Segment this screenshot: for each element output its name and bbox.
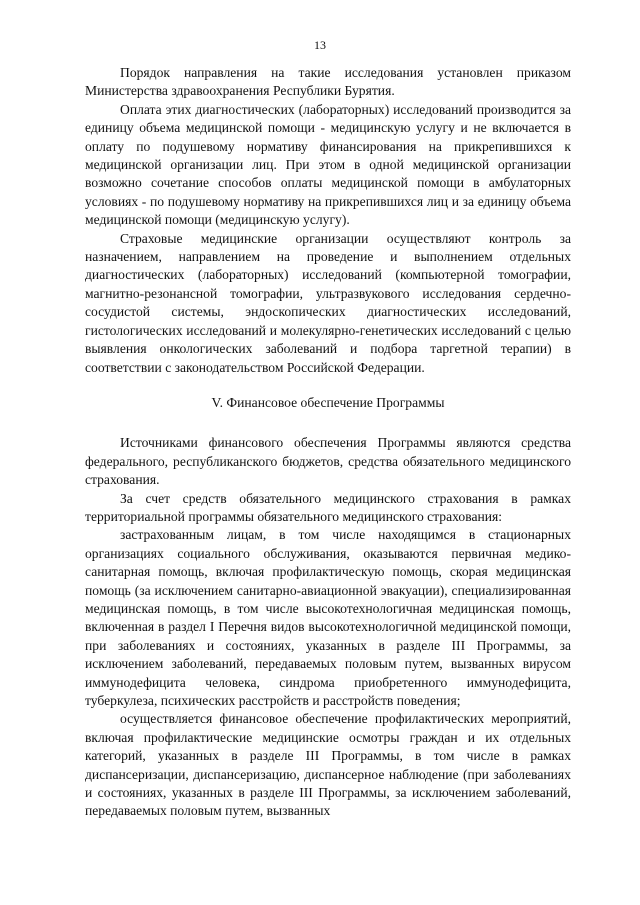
paragraph-preventive-measures: осуществляется финансовое обеспечение профилактических мероприятий, включая профилактические медицинские осмотры граждан и их отдельных категорий, указанных в разделе III Программы, в том числе в рамках диспансеризации, диспансеризацию, диспансерное наблюдение (при заболеваниях и состояниях, указанных в разделе III Программы, за исключением заболеваний, передаваемых половым путем, вызванных [85,711,571,819]
paragraph-insurance-control: Страховые медицинские организации осуществляют контроль за назначением, направлением на проведение и выполнением отдельных диагностических (лабораторных) исследований (компьютерной томографии, магнитно-резонансной томографии, ультразвукового исследования сердечно-сосудистой системы, эндоскопических диагностических исследований, гистологических исследований и молекулярно-генетических исследований с целью выявления онкологических заболеваний и подбора таргетной терапии) в соответствии с законодательством Российской Федерации. [85,230,571,375]
paragraph-oms-funds: За счет средств обязательного медицинского страхования в рамках территориальной программы обязательного медицинского страхования: [85,490,571,524]
page-number: 13 [314,38,326,52]
paragraph-insured-persons: застрахованным лицам, в том числе находящимся в стационарных организациях социального обслуживания, оказываются первичная медико-санитарная помощь, включая профилактическую помощь, скорая медицинская помощь (за исключением санитарно-авиационной эвакуации), специализированная медицинская помощь, в том числе высокотехнологичная медицинская помощь, включенная в раздел I Перечня видов высокотехнологичной медицинской помощи, при заболеваниях и состояниях, указанных в разделе III Программы, за исключением заболеваний, передаваемых половым путем, вызванных вирусом иммунодефицита человека, синдрома приобретенного иммунодефицита, туберкулеза, психических расстройств и расстройств поведения; [85,527,571,708]
section-heading: V. Финансовое обеспечение Программы [211,394,445,410]
paragraph-funding-sources: Источниками финансового обеспечения Программы являются средства федерального, республиканского бюджетов, средства обязательного медицинского страхования. [85,435,571,488]
paragraph-referral-order: Порядок направления на такие исследования установлен приказом Министерства здравоохранения Республики Бурятия. [85,65,571,99]
document-body [85,64,571,821]
paragraph-payment: Оплата этих диагностических (лабораторных) исследований производится за единицу объема медицинской помощи - медицинскую услугу и не включается в оплату по подушевому нормативу финансирования на прикрепившихся к медицинской организации лиц. При этом в одной медицинской организации возможно сочетание способов оплаты медицинской помощи в амбулаторных условиях - по подушевому нормативу на прикрепившихся лиц и за единицу объема медицинской помощи (медицинскую услугу). [85,101,571,228]
